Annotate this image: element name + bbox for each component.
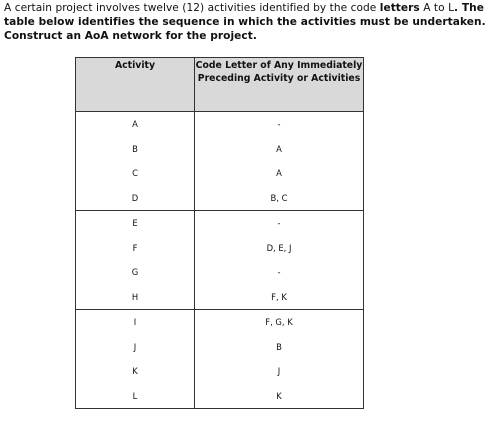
activity-cell: C xyxy=(76,161,195,186)
table-row xyxy=(76,186,364,211)
activity-cell: B xyxy=(76,137,195,162)
activity-cell: D xyxy=(76,186,195,211)
table-row xyxy=(76,112,364,137)
table-row xyxy=(76,285,364,310)
activity-cell: H xyxy=(76,285,195,310)
preceding-cell: F, G, K xyxy=(195,310,364,335)
activity-cell: F xyxy=(76,236,195,261)
table-row xyxy=(76,359,364,384)
preceding-cell: B xyxy=(195,335,364,360)
header-activity: Activity xyxy=(76,58,195,112)
problem-statement xyxy=(4,1,502,43)
preceding-cell: D, E, J xyxy=(195,236,364,261)
activity-cell: G xyxy=(76,260,195,285)
activity-cell: I xyxy=(76,310,195,335)
preceding-cell: K xyxy=(195,384,364,409)
table-row xyxy=(76,161,364,186)
precedence-table xyxy=(75,57,364,409)
activity-cell: E xyxy=(76,211,195,236)
activity-cell: L xyxy=(76,384,195,409)
table-row xyxy=(76,137,364,162)
statement-text-3: A to L xyxy=(419,2,455,14)
preceding-cell: J xyxy=(195,359,364,384)
header-preceding: Code Letter of Any Immediately Preceding Activity or Activities xyxy=(195,58,364,112)
statement-text-1: A certain project involves twelve (12) activities identified by the code xyxy=(4,2,380,14)
table-row xyxy=(76,335,364,360)
activity-cell: J xyxy=(76,335,195,360)
table-row xyxy=(76,384,364,409)
preceding-cell: - xyxy=(195,211,364,236)
preceding-cell: A xyxy=(195,137,364,162)
preceding-cell: - xyxy=(195,112,364,137)
table-row xyxy=(76,310,364,335)
statement-text-2: letters xyxy=(379,2,420,14)
table-header-row xyxy=(76,58,364,112)
table-row xyxy=(76,260,364,285)
activity-cell: K xyxy=(76,359,195,384)
table-row xyxy=(76,211,364,236)
preceding-cell: A xyxy=(195,161,364,186)
preceding-cell: B, C xyxy=(195,186,364,211)
preceding-cell: F, K xyxy=(195,285,364,310)
activity-cell: A xyxy=(76,112,195,137)
table-row xyxy=(76,236,364,261)
statement-text-4: . The table below identifies the sequence in which the activities must be undertaken. Construct an AoA network for the project. xyxy=(4,2,486,42)
preceding-cell: - xyxy=(195,260,364,285)
